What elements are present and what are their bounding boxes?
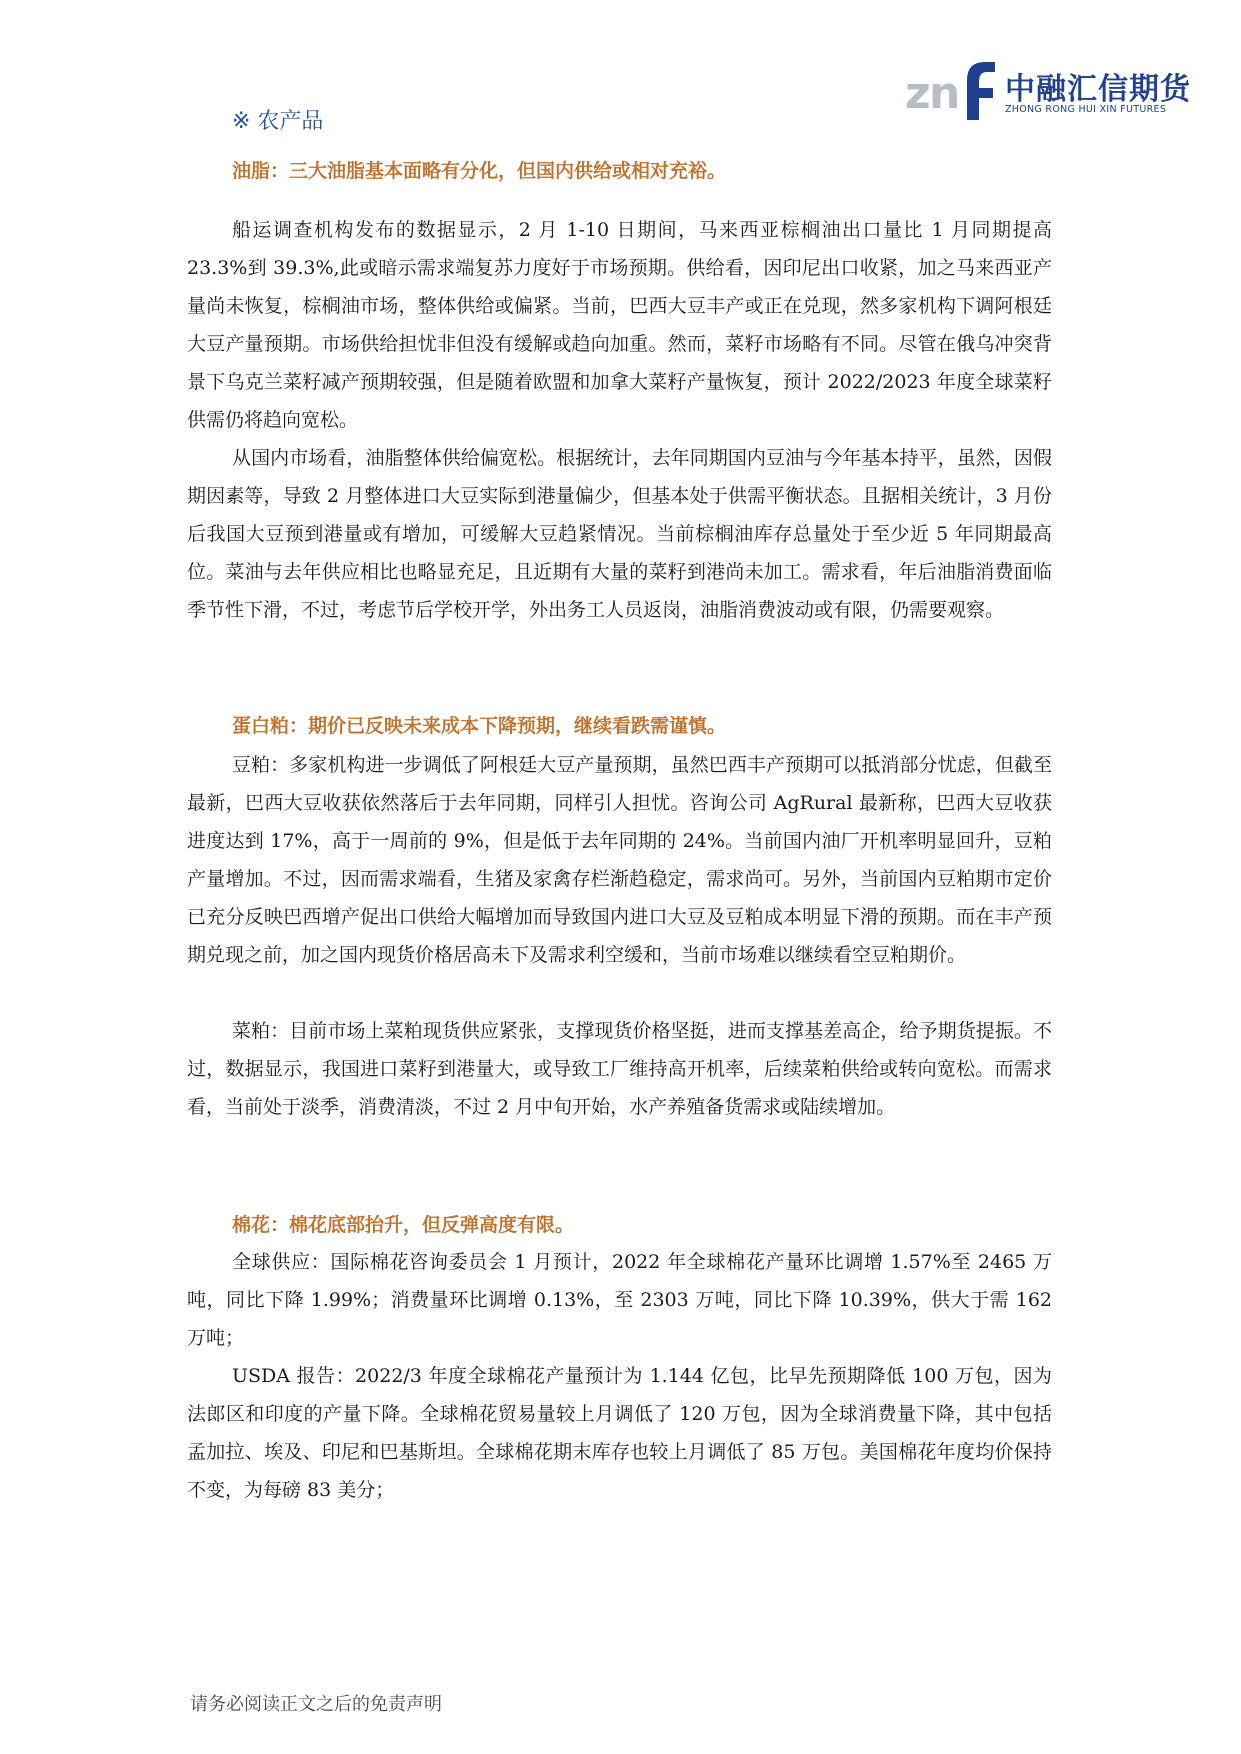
section-title: ※ 农产品 [232, 109, 324, 134]
paragraph-soymeal: 豆粕：多家机构进一步调低了阿根廷大豆产量预期，虽然巴西丰产预期可以抵消部分忧虑，但截至最新，巴西大豆收获依然落后于去年同期，同样引人担忧。咨询公司 AgRural 最新称，巴西大豆收获进度达到 17%，高于一周前的 9%，但是低于去年同期的 24%。当前国内油厂开机率明显回升，豆粕产量增加。不过，因而需求端看，生猪及家禽存栏渐趋稳定，需求尚可。另外，当前国内豆粕期市定价已充分反映巴西增产促出口供给大幅增加而导致国内进口大豆及豆粕成本明显下滑的预期。而在丰产预期兑现之前，加之国内现货价格居高未下及需求利空缓和，当前市场难以继续看空豆粕期价。 [187, 754, 1052, 966]
heading-oils: 油脂：三大油脂基本面略有分化，但国内供给或相对充裕。 [232, 160, 727, 182]
paragraph-oils-2: 从国内市场看，油脂整体供给偏宽松。根据统计，去年同期国内豆油与今年基本持平，虽然，因假期因素等，导致 2 月整体进口大豆实际到港量偏少，但基本处于供需平衡状态。且据相关统计，3 月份后我国大豆预到港量或有增加，可缓解大豆趋紧情况。当前棕榈油库存总量处于至少近 5 年同期最高位。菜油与去年供应相比也略显充足，且近期有大量的菜籽到港尚未加工。需求看，年后油脂消费面临季节性下滑，不过，考虑节后学校开学，外出务工人员返岗，油脂消费波动或有限，仍需要观察。 [187, 447, 1052, 621]
heading-cotton: 棉花：棉花底部抬升，但反弹高度有限。 [232, 1214, 575, 1236]
company-logo [905, 58, 1205, 124]
paragraph-oils-1: 船运调查机构发布的数据显示，2 月 1-10 日期间，马来西亚棕榈油出口量比 1 月同期提高 23.3%到 39.3%,此或暗示需求端复苏力度好于市场预期。供给看，因印尼出口收紧，加之马来西亚产量尚未恢复，棕榈油市场，整体供给或偏紧。当前，巴西大豆丰产或正在兑现，然多家机构下调阿根廷大豆产量预期。市场供给担忧非但没有缓解或趋向加重。然而，菜籽市场略有不同。尽管在俄乌冲突背景下乌克兰菜籽减产预期较强，但是随着欧盟和加拿大菜籽产量恢复，预计 2022/2023 年度全球菜籽供需仍将趋向宽松。 [187, 219, 1052, 431]
paragraph-cotton-usda: USDA 报告：2022/3 年度全球棉花产量预计为 1.144 亿包，比早先预期降低 100 万包，因为法郎区和印度的产量下降。全球棉花贸易量较上月调低了 120 万包，因为全球消费量下降，其中包括孟加拉、埃及、印尼和巴基斯坦。全球棉花期末库存也较上月调低了 85 万包。美国棉花年度均价保持不变，为每磅 83 美分； [187, 1365, 1052, 1501]
svg-text:z: z [905, 68, 931, 119]
disclaimer-footer: 请务必阅读正文之后的免责声明 [190, 1694, 442, 1715]
heading-protein-meal: 蛋白粕：期价已反映未来成本下降预期，继续看跌需谨慎。 [232, 715, 727, 737]
paragraph-cotton-supply: 全球供应：国际棉花咨询委员会 1 月预计，2022 年全球棉花产量环比调增 1.57%至 2465 万吨，同比下降 1.99%；消费量环比调增 0.13%，至 2303 万吨，同比下降 10.39%，供大于需 162 万吨； [187, 1251, 1052, 1349]
company-name-en: ZHONG RONG HUI XIN FUTURES [1005, 104, 1167, 115]
company-name-cn: 中融汇信期货 [1005, 72, 1191, 107]
paragraph-rapeseed-meal: 菜粕：目前市场上菜粕现货供应紧张，支撑现货价格坚挺，进而支撑基差高企，给予期货提振。不过，数据显示，我国进口菜籽到港量大，或导致工厂维持高开机率，后续菜粕供给或转向宽松。而需求看，当前处于淡季，消费清淡，不过 2 月中旬开始，水产养殖备货需求或陆续增加。 [187, 1020, 1052, 1118]
znf-logo-icon [905, 58, 1001, 124]
svg-text:n: n [929, 68, 961, 119]
